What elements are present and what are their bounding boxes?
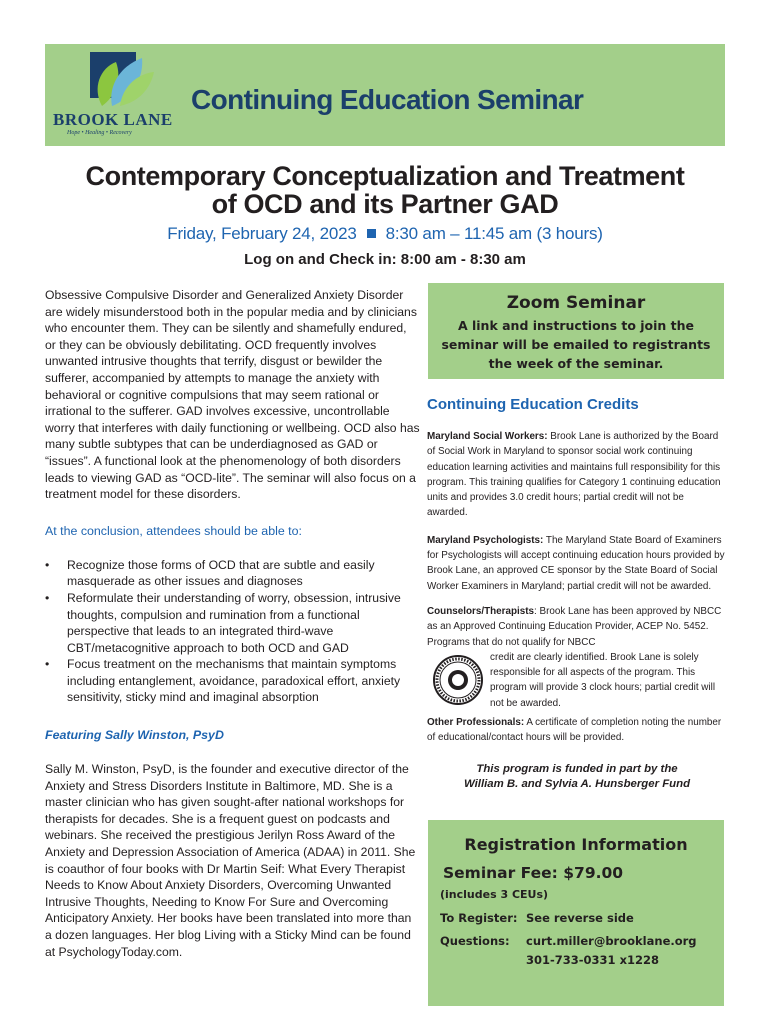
speaker-heading: Featuring Sally Winston, PsyD: [45, 728, 224, 743]
intro-paragraph: Obsessive Compulsive Disorder and Generalized Anxiety Disorder are widely misunderstood both in the popular media and by clinicians who encounter them. They can be silently and shamefully endured, or they can be obviously debilitating. OCD frequently involves unwanted intrusive thoughts that terrify, disgust or bewilder the sufferer, accompanied by attempts to manage the anxiety with behavioral or cognitive compulsions that may seem rational or irrational to the sufferer. GAD involves excessive, uncontrollable worry that interferes with daily functioning or wellbeing. OCD also has many subtle subtypes that can be underdiagnosed as GAD or “issues”. A functional look at the phenomenology of both disorders leads to viewing GAD as “OCD-lite”. The seminar will also focus on a treatment model for these disorders.: [45, 288, 420, 502]
contact-phone: 301-733-0331 x1228: [526, 953, 659, 967]
objectives-list: [45, 557, 420, 706]
checkin-time: Log on and Check in: 8:00 am - 8:30 am: [244, 251, 526, 268]
zoom-seminar-box: [428, 283, 724, 379]
date-time-line: [40, 224, 730, 244]
speaker-bio: Sally M. Winston, PsyD, is the founder and executive director of the Anxiety and Stress Disorders Institute in Baltimore, MD. She is a master clinician who has given sought-after national workshops for therapists for decades. She is a frequent guest on podcasts and webinars. She received the prestigious Jerilyn Ross Award of the Anxiety and Depression Association of America (ADAA) in 2011. She is coauthor of four books with Dr Martin Seif: What Every Therapist Needs to Know About Anxiety Disorders, Overcoming Unwanted Intrusive Thoughts, Needing to Know For Sure and Overcoming Anticipatory Anxiety. Her books have been translated into more than a dozen languages. Her blog Living with a Sticky Mind can be found at PsychologyToday.com.: [45, 762, 416, 959]
seminar-title-line1: Contemporary Conceptualization and Treatment: [85, 161, 685, 191]
funding-note: [427, 762, 727, 792]
credit-text: A certificate of completion noting the number of educational/contact hours will be provided.: [427, 717, 722, 744]
registration-box: [428, 820, 724, 1006]
questions-label: Questions:: [440, 934, 510, 948]
funding-line2: William B. and Sylvia A. Hunsberger Fund: [463, 778, 691, 790]
seminar-time: 8:30 am – 11:45 am (3 hours): [385, 224, 603, 243]
fee-ceus-note: (includes 3 CEUs): [440, 888, 549, 901]
credits-heading: Continuing Education Credits: [427, 396, 639, 413]
credit-text: : Brook Lane has been approved by NBCC as an Approved Continuing Education Provider, ACEP No. 5452. Programs that do not qualify for NBCC: [427, 605, 722, 648]
registration-title: Registration Information: [464, 835, 688, 854]
objective-item: • Recognize those forms of OCD that are subtle and easily masquerade as other issues and diagnoses: [45, 557, 420, 590]
left-column: [45, 287, 420, 960]
objectives-heading: At the conclusion, attendees should be able to:: [45, 523, 302, 538]
zoom-instructions: A link and instructions to join the seminar will be emailed to registrants the week of the seminar.: [441, 318, 711, 371]
credit-social-workers: [427, 429, 727, 521]
credit-label: Counselors/Therapists: [427, 605, 535, 617]
zoom-title: Zoom Seminar: [506, 293, 646, 313]
credit-counselors: [427, 604, 727, 650]
register-label: To Register:: [440, 911, 518, 925]
credit-psychologists: [427, 533, 727, 594]
header-title: Continuing Education Seminar: [191, 84, 584, 115]
credit-counselors-cont: credit are clearly identified. Brook Lane is solely responsible for all aspects of the program. This program will provide 3 clock hours; partial credit will not be awarded.: [490, 651, 716, 709]
objective-item: • Focus treatment on the mechanisms that maintain symptoms including entanglement, avoidance, paradoxical effort, anxiety sensitivity, sticky mind and imaginal absorption: [45, 656, 420, 706]
seminar-fee: Seminar Fee: $79.00: [443, 864, 624, 882]
seminar-title: [40, 162, 730, 218]
credit-text: The Maryland State Board of Examiners for Psychologists will accept continuing education hours provided by Brook Lane, an approved CE sponsor by the State Board of Social Worker Examiners in Maryland; partial credit will not be awarded.: [427, 534, 725, 592]
register-value: See reverse side: [526, 911, 634, 925]
seminar-title-line2: of OCD and its Partner GAD: [211, 189, 559, 219]
seminar-date: Friday, February 24, 2023: [167, 224, 357, 243]
register-row: [440, 911, 634, 925]
credit-label: Other Professionals:: [427, 717, 525, 729]
questions-row: [440, 934, 697, 948]
logo-wordmark: BROOK LANE: [53, 110, 173, 129]
objective-item: • Reformulate their understanding of worry, obsession, intrusive thoughts, compulsion and rumination from a functional perspective that leads to an integrated third-wave CBT/metacognitive approach to both OCD and GAD: [45, 590, 420, 656]
credit-label: Maryland Social Workers:: [427, 431, 548, 442]
contact-email[interactable]: curt.miller@brooklane.org: [526, 934, 697, 948]
funding-line1: This program is funded in part by the: [476, 763, 678, 775]
credit-other-professionals: [427, 715, 727, 746]
nbcc-seal-icon: [432, 654, 484, 706]
credit-label: Maryland Psychologists:: [427, 534, 544, 546]
square-bullet-icon: [367, 229, 376, 238]
logo-tagline: Hope • Healing • Recovery: [67, 130, 132, 136]
credit-text: Brook Lane is authorized by the Board of Social Work in Maryland to sponsor social work continuing education learning activities and maintains full responsibility for this program. This training qualifies for Category 1 continuing education units and provides 3.0 credit hours; partial credit will not be awarded.: [427, 431, 721, 519]
